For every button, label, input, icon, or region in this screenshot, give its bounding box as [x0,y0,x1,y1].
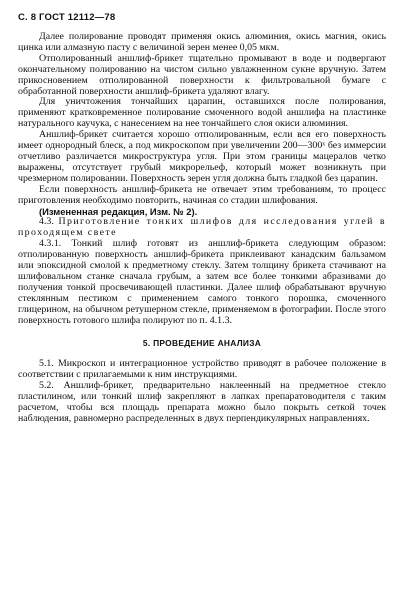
section-4-3-title: Приготовление тонких шлифов для исследования углей в проходящем свете [18,216,386,239]
edition-note: (Измененная редакция, Изм. № 2). [39,205,198,217]
section-4-3-heading [18,217,386,239]
paragraph-polishing-agents: Далее полирование проводят применяя окись алюминия, окись магния, окись цинка или алмазную пасту с величиной зерен менее 0,05 мкм. [18,31,386,53]
paragraph-5-2: 5.2. Аншлиф-брикет, предварительно наклеенный на предметное стекло пластилином, или тонкий шлиф закрепляют в лапках препаратоводителя с таким расчетом, чтобы вся площадь препарата можно было покрыть сеткой точек наблюдения, равномерно распределенных в двух перпендикулярных направлениях. [18,380,386,424]
paragraph-scratch-removal: Для уничтожения тончайших царапин, оставшихся после полирования, применяют кратковременное полирование смоченного водой аншлифа на пластинке натурального каучука, с нанесением на нее тончайшего слоя окиси алюминия. [18,96,386,130]
paragraph-repeat-process: Если поверхность аншлиф-брикета не отвечает этим требованиям, то процесс приготовления необходимо повторить, начиная со стадии шлифования. [18,183,386,206]
section-4-3-number: 4.3. [39,216,54,228]
paragraph-quality-criteria: Аншлиф-брикет считается хорошо отполированным, если вся его поверхность имеет однородный блеск, а под микроскопом при увеличении 200—300ˣ без иммерсии отчетливо различается микроструктура угля. При этом границы мацералов четко выражены, отсутствует грубый микрорельеф, который может возникнуть при чрезмерном полировании. Поверхность зерен угля должна быть гладкой без царапин. [18,129,386,184]
paragraph-final-polishing: Отполированный аншлиф-брикет тщательно промывают в воде и подвергают окончательному полированию на чистом сильно увлажненном сукне вручную. Затем прикосновением отполированной поверхности к фильтровальной бумаге с обработанной поверхности аншлиф-брикета удаляют влагу. [18,52,386,97]
section-5-title: 5. ПРОВЕДЕНИЕ АНАЛИЗА [142,338,262,349]
page-header: С. 8 ГОСТ 12112—78 [18,12,116,23]
paragraph-4-3-1: 4.3.1. Тонкий шлиф готовят из аншлиф-брикета следующим образом: отполированную поверхность аншлиф-брикета приклеивают канадским бальзамом или эпоксидной смолой к предметному стеклу. Затем толщину брикета стачивают на шлифовальном станке сначала грубым, а затем все более тонкими абразивами до получения тонкой просвечивающей пластинки. Далее шлиф обрабатывают вручную стеклянным пестиком с применением самого тонкого порошка, смоченного глицерином, на обычном ретушерном стекле, применяемом в фотографии. После этого поверхность готового шлифа полируют по п. 4.1.3. [18,238,386,326]
document-body [18,32,386,425]
paragraph-5-1: 5.1. Микроскоп и интеграционное устройство приводят в рабочее положение в соответствии с прилагаемыми к ним инструкциями. [18,358,386,381]
